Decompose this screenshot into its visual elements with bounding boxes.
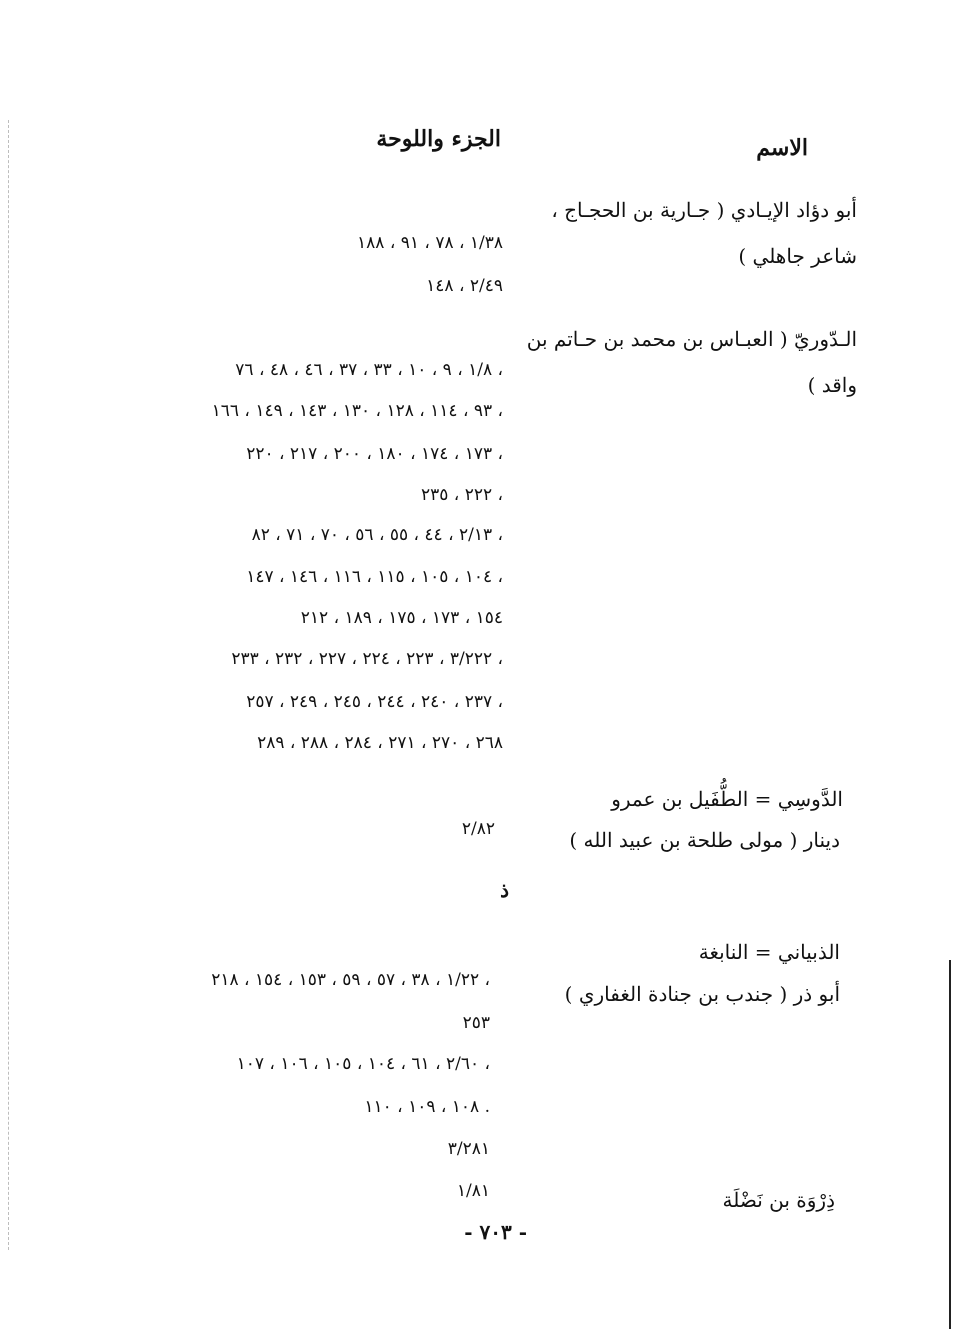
entry-ref-duri-1: ١/٨ ، ٩ ، ١٠ ، ٣٣ ، ٣٧ ، ٤٦ ، ٤٨ ، ٧٦ ، bbox=[235, 360, 503, 380]
entry-ref-duri-4: ٢٢٢ ، ٢٣٥ ، bbox=[421, 485, 503, 505]
entry-ref-dhirwa: ١/٨١ bbox=[456, 1181, 490, 1201]
ref-column-header: الجزء واللوحة bbox=[376, 126, 501, 152]
entry-ref-duri-8: ٣/٢٢٢ ، ٢٢٣ ، ٢٢٤ ، ٢٢٧ ، ٢٣٢ ، ٢٣٣ ، bbox=[231, 649, 503, 669]
entry-ref-duri-7: ١٥٤ ، ١٧٣ ، ١٧٥ ، ١٨٩ ، ٢١٢ bbox=[300, 608, 503, 628]
entry-name-abu-duad-line2: شاعر جاهلي ) bbox=[738, 244, 857, 268]
entry-ref-duri-9: ٢٣٧ ، ٢٤٠ ، ٢٤٤ ، ٢٤٥ ، ٢٤٩ ، ٢٥٧ ، bbox=[246, 692, 503, 712]
entry-ref-duri-10: ٢٦٨ ، ٢٧٠ ، ٢٧١ ، ٢٨٤ ، ٢٨٨ ، ٢٨٩ bbox=[257, 733, 503, 753]
entry-ref-abu-dhar-5: ٣/٢٨١ bbox=[447, 1139, 490, 1159]
entry-ref-abu-dhar-3: ٢/٦٠ ، ٦١ ، ١٠٤ ، ١٠٥ ، ١٠٦ ، ١٠٧ ، bbox=[236, 1054, 490, 1074]
entry-name-abu-duad-line1: أبو دؤاد الإيـادي ( جـارية بن الحجـاج ، bbox=[551, 198, 857, 222]
entry-ref-abu-dhar-2: ٢٥٣ bbox=[462, 1013, 490, 1033]
entry-ref-duri-3: ١٧٣ ، ١٧٤ ، ١٨٠ ، ٢٠٠ ، ٢١٧ ، ٢٢٠ ، bbox=[246, 444, 503, 464]
page-number: - ٧٠٣ - bbox=[464, 1220, 527, 1244]
entry-ref-duri-6: ١٠٤ ، ١٠٥ ، ١١٥ ، ١١٦ ، ١٤٦ ، ١٤٧ ، bbox=[246, 567, 503, 587]
entry-name-dinar: دينار ( مولى طلحة بن عبيد الله ) bbox=[569, 828, 840, 852]
entry-name-dhubyani: الذبياني = النابغة bbox=[698, 940, 840, 964]
entry-ref-dinar: ٢/٨٢ bbox=[461, 819, 495, 839]
entry-ref-abu-dhar-1: ١/٢٢ ، ٣٨ ، ٥٧ ، ٥٩ ، ١٥٣ ، ١٥٤ ، ٢١٨ ، bbox=[211, 970, 490, 990]
entry-ref-abu-duad-1: ١/٣٨ ، ٧٨ ، ٩١ ، ١٨٨ bbox=[357, 233, 503, 253]
entry-ref-abu-duad-2: ٢/٤٩ ، ١٤٨ bbox=[426, 276, 503, 296]
section-letter: ذ bbox=[500, 878, 509, 902]
entry-name-dawsi: الدَّوسِي = الطُّفَيل بن عمرو bbox=[611, 787, 843, 811]
entry-ref-duri-5: ٢/١٣ ، ٤٤ ، ٥٥ ، ٥٦ ، ٧٠ ، ٧١ ، ٨٢ ، bbox=[251, 525, 503, 545]
entry-name-duri-line2: واقد ) bbox=[807, 373, 857, 397]
entry-name-duri-line1: الـدّوريّ ( العبـاس بن محمد بن حـاتم بن bbox=[526, 327, 857, 351]
page-edge-left bbox=[8, 120, 9, 1250]
entry-name-abu-dhar: أبو ذر ( جندب بن جنادة الغفاري ) bbox=[564, 982, 840, 1006]
entry-ref-abu-dhar-4: ١٠٨ ، ١٠٩ ، ١١٠ . bbox=[364, 1097, 490, 1117]
entry-ref-duri-2: ٩٣ ، ١١٤ ، ١٢٨ ، ١٣٠ ، ١٤٣ ، ١٤٩ ، ١٦٦ ، bbox=[211, 401, 503, 421]
entry-name-dhirwa: ذِرْوَة بن نَضْلَة bbox=[722, 1188, 835, 1212]
page-edge-right bbox=[949, 960, 951, 1329]
name-column-header: الاسم bbox=[756, 135, 808, 161]
